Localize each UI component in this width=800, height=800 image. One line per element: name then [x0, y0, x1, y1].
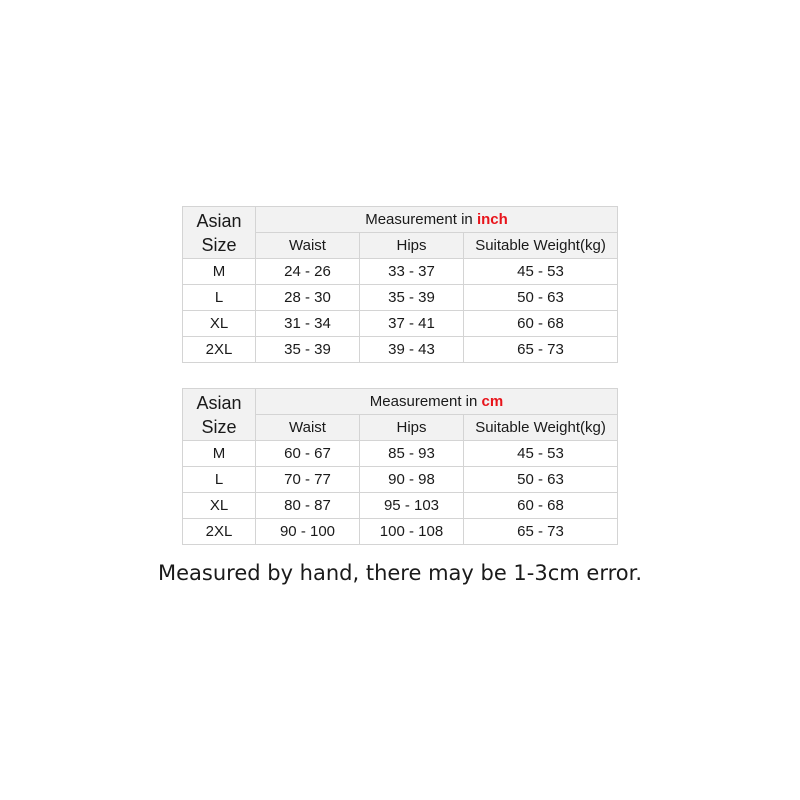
asian-size-label-line2: Size — [201, 416, 237, 437]
size-cell: M — [183, 441, 256, 467]
measurement-prefix: Measurement in — [365, 211, 473, 228]
weight-cell: 60 - 68 — [464, 493, 618, 519]
table-row — [183, 285, 618, 311]
measurement-note: Measured by hand, there may be 1-3cm error. — [157, 561, 642, 585]
table-row — [183, 493, 618, 519]
measurement-prefix: Measurement in — [369, 393, 478, 410]
hips-cell: 100 - 108 — [360, 519, 464, 545]
table-row — [183, 311, 618, 337]
size-cell: XL — [183, 311, 256, 337]
column-header-hips: Hips — [360, 233, 464, 259]
waist-cell: 80 - 87 — [256, 493, 360, 519]
column-header-hips: Hips — [360, 415, 464, 441]
asian-size-header — [183, 389, 256, 441]
weight-cell: 45 - 53 — [464, 441, 618, 467]
weight-cell: 50 - 63 — [464, 467, 618, 493]
asian-size-label-line1: Asian — [196, 392, 242, 413]
table-row — [183, 337, 618, 363]
measurement-unit-header — [256, 389, 618, 415]
size-cell: XL — [183, 493, 256, 519]
waist-cell: 70 - 77 — [256, 467, 360, 493]
column-header-weight: Suitable Weight(kg) — [464, 233, 618, 259]
weight-cell: 60 - 68 — [464, 311, 618, 337]
size-cell: M — [183, 259, 256, 285]
asian-size-label-line2: Size — [201, 234, 237, 255]
hips-cell: 90 - 98 — [360, 467, 464, 493]
column-header-weight: Suitable Weight(kg) — [464, 415, 618, 441]
column-header-waist: Waist — [256, 233, 360, 259]
unit-label: cm — [481, 393, 504, 410]
weight-cell: 45 - 53 — [464, 259, 618, 285]
hips-cell: 39 - 43 — [360, 337, 464, 363]
measurement-unit-header — [256, 207, 618, 233]
hips-cell: 33 - 37 — [360, 259, 464, 285]
size-table-cm — [182, 388, 618, 545]
asian-size-header — [183, 207, 256, 259]
waist-cell: 90 - 100 — [256, 519, 360, 545]
weight-cell: 50 - 63 — [464, 285, 618, 311]
hips-cell: 37 - 41 — [360, 311, 464, 337]
table-row — [183, 467, 618, 493]
waist-cell: 31 - 34 — [256, 311, 360, 337]
table-row — [183, 259, 618, 285]
waist-cell: 60 - 67 — [256, 441, 360, 467]
waist-cell: 35 - 39 — [256, 337, 360, 363]
column-header-waist: Waist — [256, 415, 360, 441]
size-cell: 2XL — [183, 519, 256, 545]
table-row — [183, 441, 618, 467]
hips-cell: 95 - 103 — [360, 493, 464, 519]
table-row — [183, 519, 618, 545]
size-cell: 2XL — [183, 337, 256, 363]
hips-cell: 35 - 39 — [360, 285, 464, 311]
size-cell: L — [183, 467, 256, 493]
unit-label: inch — [476, 211, 508, 228]
size-table-inch — [182, 206, 618, 363]
size-cell: L — [183, 285, 256, 311]
waist-cell: 28 - 30 — [256, 285, 360, 311]
waist-cell: 24 - 26 — [256, 259, 360, 285]
hips-cell: 85 - 93 — [360, 441, 464, 467]
weight-cell: 65 - 73 — [464, 337, 618, 363]
weight-cell: 65 - 73 — [464, 519, 618, 545]
asian-size-label-line1: Asian — [196, 210, 242, 231]
